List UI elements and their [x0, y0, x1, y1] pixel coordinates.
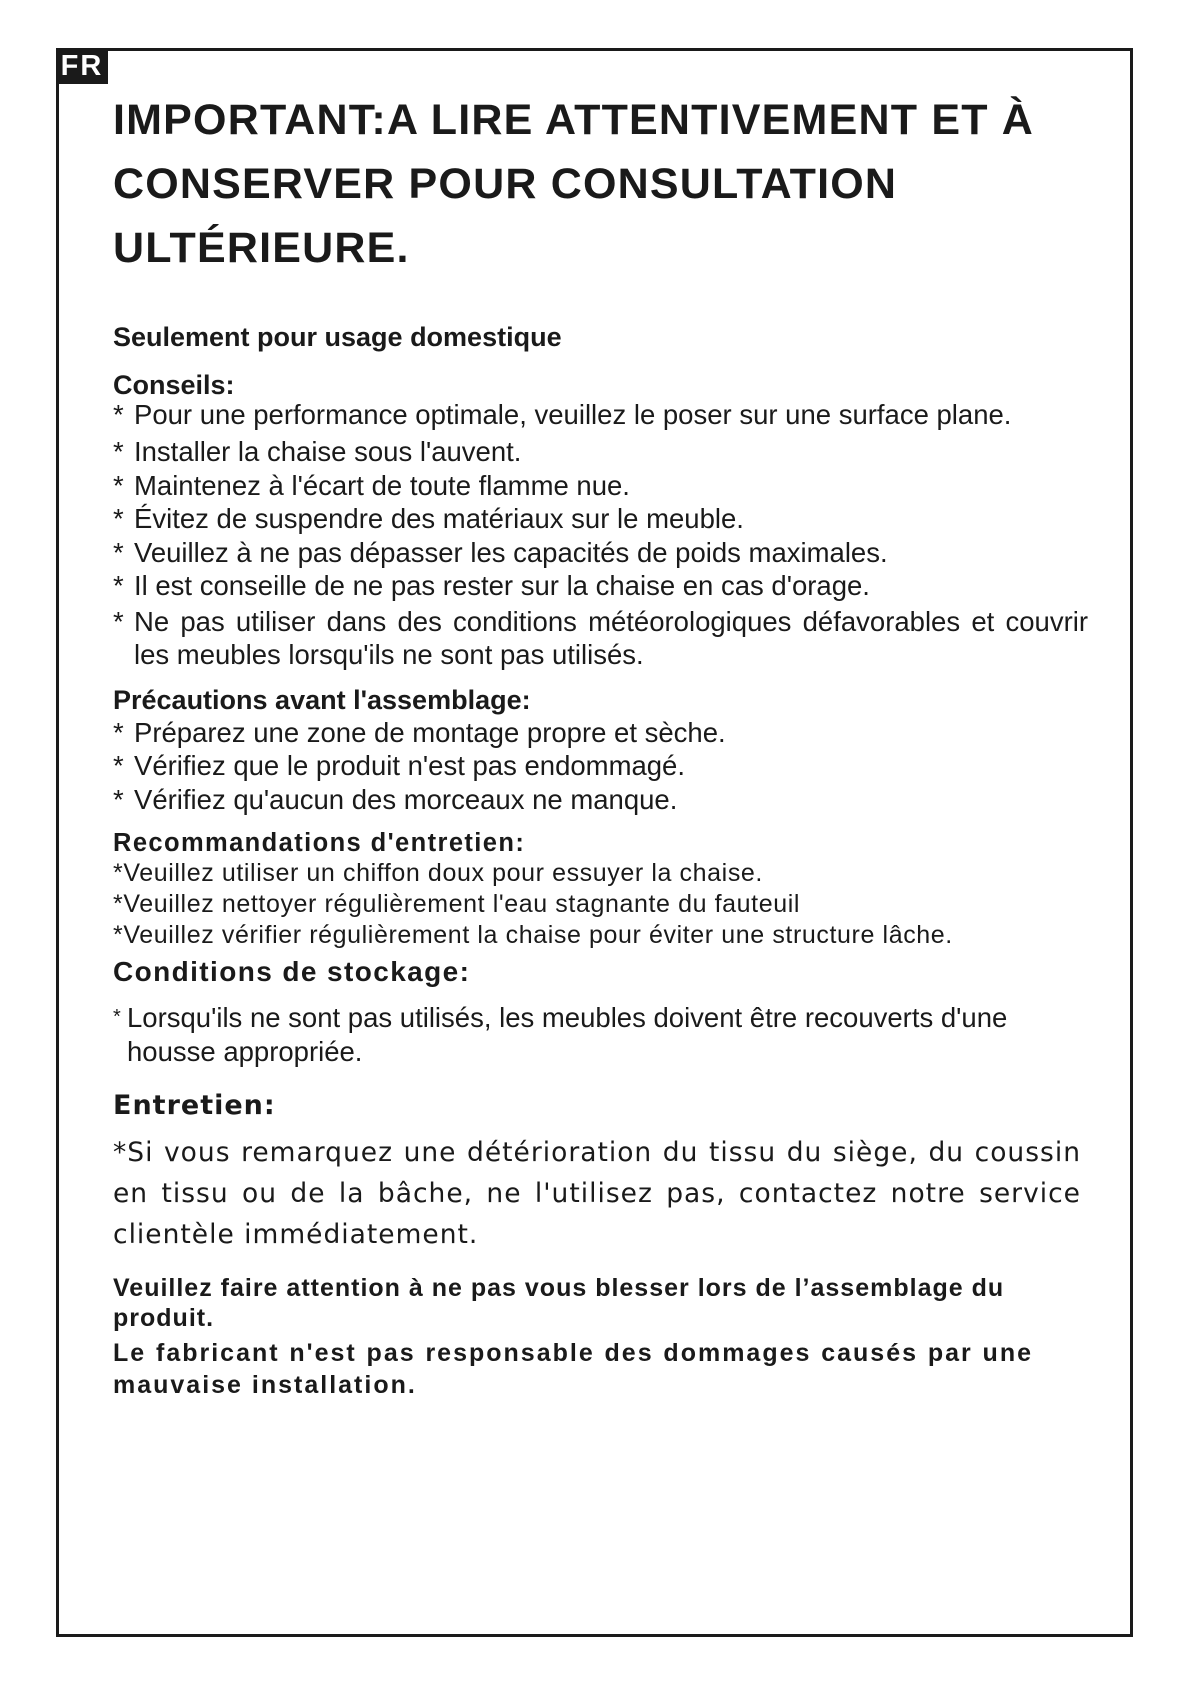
- bullet-star-icon: *: [113, 436, 124, 467]
- list-item: * Il est conseille de ne pas rester sur la chaise en cas d'orage.: [113, 570, 870, 601]
- list-item: *Veuillez utiliser un chiffon doux pour essuyer la chaise.: [113, 859, 763, 887]
- bullet-star-icon: *: [113, 605, 124, 637]
- list-item: * Préparez une zone de montage propre et sèche.: [113, 716, 726, 748]
- list-item: * Installer la chaise sous l'auvent.: [113, 436, 522, 467]
- list-item: * Maintenez à l'écart de toute flamme nue.: [113, 469, 630, 501]
- bullet-star-icon: *: [113, 503, 124, 534]
- list-item: *Veuillez nettoyer régulièrement l'eau stagnante du fauteuil: [113, 890, 801, 918]
- bullet-star-icon: *: [113, 399, 124, 430]
- bullet-star-icon: *: [113, 536, 124, 568]
- entretien-text: *Si vous remarquez une détérioration du tissu du siège, du coussin en tissu ou de la bâche, ne l'utilisez pas, contactez notre service clientèle immédiatement.: [113, 1137, 1081, 1250]
- list-item: * Évitez de suspendre des matériaux sur le meuble.: [113, 503, 744, 534]
- stockage-heading: Conditions de stockage:: [113, 956, 471, 987]
- bullet-star-icon: *: [113, 783, 124, 815]
- precautions-list: [113, 716, 1088, 817]
- list-item: *Veuillez vérifier régulièrement la chaise pour éviter une structure lâche.: [113, 921, 953, 949]
- page-title: IMPORTANT:A LIRE ATTENTIVEMENT ET À CONSERVER POUR CONSULTATION ULTÉRIEURE.: [113, 96, 1035, 272]
- list-item: * Vérifiez qu'aucun des morceaux ne manque.: [113, 783, 678, 815]
- list-item: * Vérifiez que le produit n'est pas endommagé.: [113, 750, 685, 781]
- recommandations-heading: Recommandations d'entretien:: [113, 829, 526, 857]
- conseils-list: [113, 401, 1088, 672]
- list-item: * Pour une performance optimale, veuillez le poser sur une surface plane.: [113, 399, 1012, 430]
- bullet-star-icon: *: [113, 750, 124, 781]
- assembly-warning: Veuillez faire attention à ne pas vous blesser lors de l’assemblage du produit.: [113, 1274, 1005, 1332]
- bullet-star-icon: *: [113, 469, 124, 501]
- list-item: * Ne pas utiliser dans des conditions météorologiques défavorables et couvrir les meubles lorsqu'ils ne sont pas utilisés.: [113, 605, 1088, 670]
- bullet-star-icon: *: [113, 1006, 121, 1028]
- bullet-star-icon: *: [113, 716, 124, 748]
- recommandations-list: [113, 858, 1088, 951]
- list-item: * Veuillez à ne pas dépasser les capacités de poids maximales.: [113, 536, 888, 568]
- language-tag: FR: [56, 48, 108, 84]
- document-body: [113, 88, 1088, 1401]
- usage-note: Seulement pour usage domestique: [113, 322, 562, 352]
- entretien-heading: Entretien:: [113, 1090, 276, 1121]
- precautions-heading: Précautions avant l'assemblage:: [113, 684, 531, 715]
- bullet-star-icon: *: [113, 570, 124, 601]
- stockage-text: * Lorsqu'ils ne sont pas utilisés, les meubles doivent être recouverts d'une housse appropriée.: [113, 1002, 1008, 1067]
- manufacturer-disclaimer: Le fabricant n'est pas responsable des dommages causés par une mauvaise installation.: [113, 1339, 1033, 1399]
- conseils-heading: Conseils:: [113, 370, 235, 400]
